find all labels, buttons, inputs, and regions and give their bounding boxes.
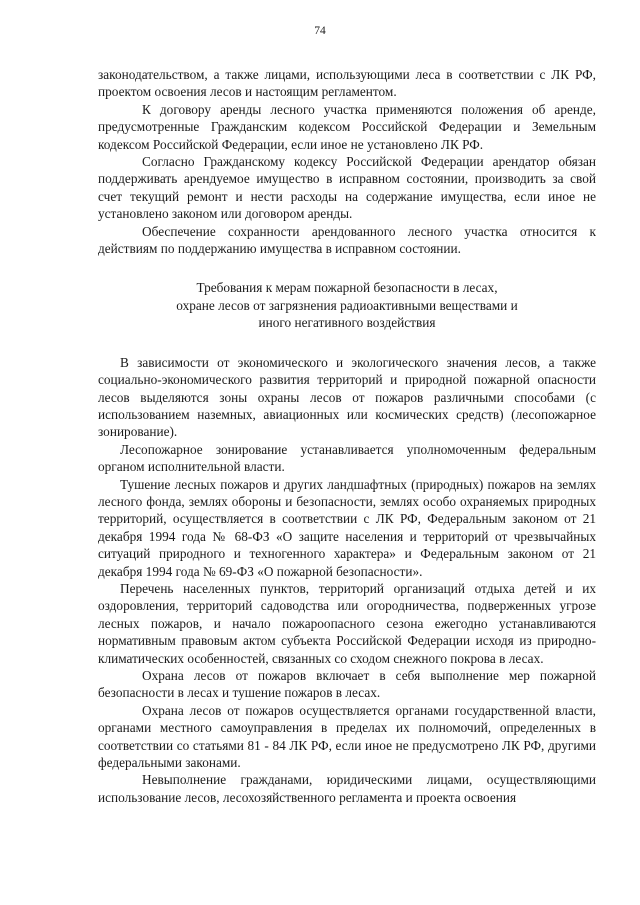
paragraph: законодательством, а также лицами, использующими леса в соответствии с ЛК РФ, проектом освоения лесов и настоящим регламентом. bbox=[98, 67, 596, 100]
paragraph: Охрана лесов от пожаров включает в себя выполнение мер пожарной безопасности в лесах и тушение пожаров в лесах. bbox=[98, 668, 596, 701]
paragraph: К договору аренды лесного участка применяются положения об аренде, предусмотренные Гражданским кодексом Российской Федерации и Земельным кодексом Российской Федерации, если иное не установлено ЛК РФ. bbox=[98, 101, 596, 152]
section-title-line: Требования к мерам пожарной безопасности в лесах, bbox=[196, 280, 498, 296]
paragraph: Перечень населенных пунктов, территорий организаций отдыха детей и их оздоровления, территорий садоводства или огородничества, подверженных угрозе лесных пожаров, и начало пожароопасного сезона ежегодно устанавливаются нормативным правовым актом субъекта Российской Федерации исходя из природно-климатических особенностей, связанных со сходом снежного покрова в лесах. bbox=[98, 580, 596, 666]
paragraph: Лесопожарное зонирование устанавливается уполномоченным федеральным органом исполнительной власти. bbox=[98, 441, 596, 475]
document-body bbox=[98, 66, 596, 806]
section-title-line: охране лесов от загрязнения радиоактивными веществами и bbox=[176, 297, 518, 313]
intro-paragraphs bbox=[98, 66, 596, 257]
paragraph: Невыполнение гражданами, юридическими лицами, осуществляющими использование лесов, лесохозяйственного регламента и проекта освоения bbox=[98, 772, 596, 805]
paragraph: Согласно Гражданскому кодексу Российской Федерации арендатор обязан поддерживать арендуемое имущество в исправном состоянии, производить за свой счет текущий ремонт и нести расходы на содержание имущества, если иное не установлено законом или договором аренды. bbox=[98, 154, 596, 222]
section-title bbox=[98, 279, 596, 331]
section-title-line: иного негативного воздействия bbox=[258, 315, 436, 331]
paragraph: Охрана лесов от пожаров осуществляется органами государственной власти, органами местного самоуправления в пределах их полномочий, определенных в соответствии со статьями 81 - 84 ЛК РФ, если иное не предусмотрено ЛК РФ, другими федеральными законами. bbox=[98, 702, 596, 771]
paragraph: Тушение лесных пожаров и других ландшафтных (природных) пожаров на землях лесного фонда, землях обороны и безопасности, землях особо охраняемых природных территорий, осуществляется в соответствии с ЛК РФ, Федеральным законом от 21 декабря 1994 года № 68-ФЗ «О защите населения и территорий от чрезвычайных ситуаций природного и техногенного характера» и Федеральным законом от 21 декабря 1994 года № 69-ФЗ «О пожарной безопасности». bbox=[98, 476, 596, 579]
page-number: 74 bbox=[314, 25, 326, 37]
paragraph: В зависимости от экономического и экологического значения лесов, а также социально-экономического развития территорий и природной пожарной опасности лесов выделяются зоны охраны лесов от пожаров различными способами (с использованием наземных, авиационных или космических средств) (лесопожарное зонирование). bbox=[98, 354, 596, 440]
section-paragraphs bbox=[98, 354, 596, 807]
paragraph: Обеспечение сохранности арендованного лесного участка относится к действиям по поддержанию имущества в исправном состоянии. bbox=[98, 223, 596, 257]
